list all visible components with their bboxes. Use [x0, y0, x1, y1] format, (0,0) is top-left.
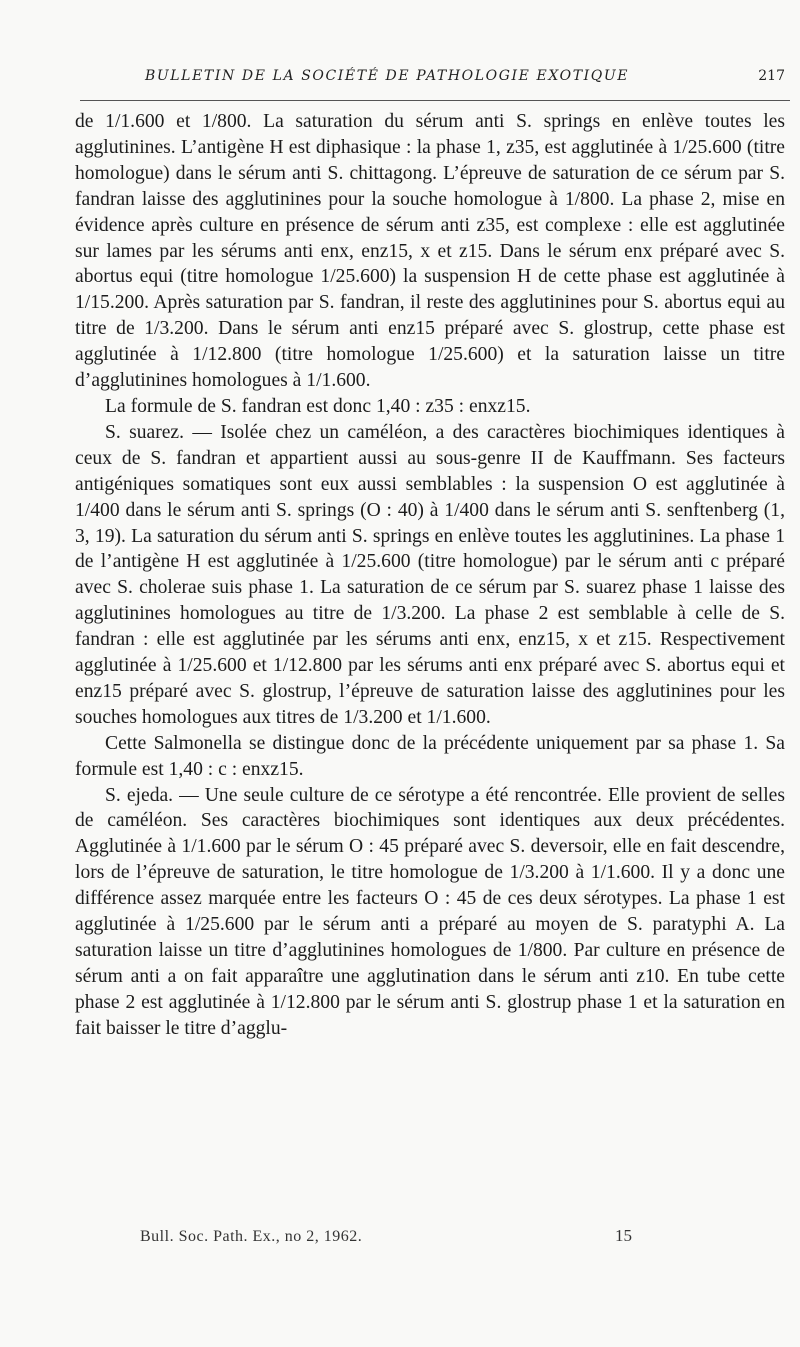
journal-title: BULLETIN DE LA SOCIÉTÉ DE PATHOLOGIE EXOTIQUE	[145, 68, 630, 84]
paragraph-suarez: S. suarez. — Isolée chez un caméléon, a des caractères biochimiques identiques à ceux de S. fandran et appartient aussi au sous-genre II de Kauffmann. Ses facteurs antigéniques somatiques sont eux aussi semblables : la suspension O est agglutinée à 1/400 dans le sérum anti S. springs (O : 40) à 1/400 dans le sérum anti S. senftenberg (1, 3, 19). La saturation du sérum anti S. springs en enlève toutes les agglutinines. La phase 1 de l’antigène H est agglutinée à 1/25.600 (titre homologue) par le sérum anti c préparé avec S. cholerae suis phase 1. La saturation de ce sérum par S. suarez phase 1 laisse des agglutinines homologues au titre de 1/3.200. La phase 2 est semblable à celle de S. fandran : elle est agglutinée par les sérums anti enx, enz15, x et z15. Respectivement agglutinée à 1/25.600 et 1/12.800 par les sérums anti enx préparé avec S. abortus equi et enz15 préparé avec S. glostrup, l’épreuve de saturation laisse des agglutinines pour les souches homologues aux titres de 1/3.200 et 1/1.600.	[75, 421, 785, 728]
signature-mark: 15	[615, 1226, 632, 1245]
paragraph-fandran-serology: de 1/1.600 et 1/800. La saturation du sérum anti S. springs en enlève toutes les agglutinines. L’antigène H est diphasique : la phase 1, z35, est agglutinée à 1/25.600 (titre homologue) dans le sérum anti S. chittagong. L’épreuve de saturation de ce sérum par S. fandran laisse des agglutinines pour la souche homologue à 1/800. La phase 2, mise en évidence après culture en présence de sérum anti z35, est complexe : elle est agglutinée sur lames par les sérums anti enx, enz15, x et z15. Dans le sérum enx préparé avec S. abortus equi (titre homologue 1/25.600) la suspension H de cette phase est agglutinée à 1/15.200. Après saturation par S. fandran, il reste des agglutinines pour S. abortus equi au titre de 1/3.200. Dans le sérum anti enz15 préparé avec S. glostrup, cette phase est agglutinée à 1/12.800 (titre homologue 1/25.600) et la saturation laisse un titre d’agglutinines homologues à 1/1.600.	[75, 111, 785, 392]
page-number: 217	[758, 68, 785, 84]
footer-citation: Bull. Soc. Path. Ex., no 2, 1962.	[140, 1228, 363, 1245]
running-header	[145, 68, 785, 84]
paragraph-ejeda: S. ejeda. — Une seule culture de ce sérotype a été rencontrée. Elle provient de selles de caméléon. Ses caractères biochimiques sont identiques aux deux précédentes. Agglutinée à 1/1.600 par le sérum O : 45 préparé avec S. deversoir, elle en fait descendre, lors de l’épreuve de saturation, le titre homologue de 1/3.200 à 1/1.600. Il y a donc une différence assez marquée entre les facteurs O : 45 de ces deux sérotypes. La phase 1 est agglutinée à 1/25.600 par le sérum anti a préparé au moyen de S. paratyphi A. La saturation laisse un titre d’agglutinines homologues de 1/800. Par culture en présence de sérum anti a on fait apparaître une agglutination dans le sérum anti z10. En tube cette phase 2 est agglutinée à 1/12.800 par le sérum anti S. glostrup phase 1 et la saturation en fait baisser le titre d’agglu-	[75, 784, 785, 1039]
paragraph-fandran-formula: La formule de S. fandran est donc 1,40 : z35 : enxz15.	[105, 395, 531, 417]
article-body	[75, 109, 785, 1042]
paragraph-suarez-formula: Cette Salmonella se distingue donc de la précédente uniquement par sa phase 1. Sa formule est 1,40 : c : enxz15.	[75, 732, 785, 780]
header-rule	[80, 100, 790, 101]
